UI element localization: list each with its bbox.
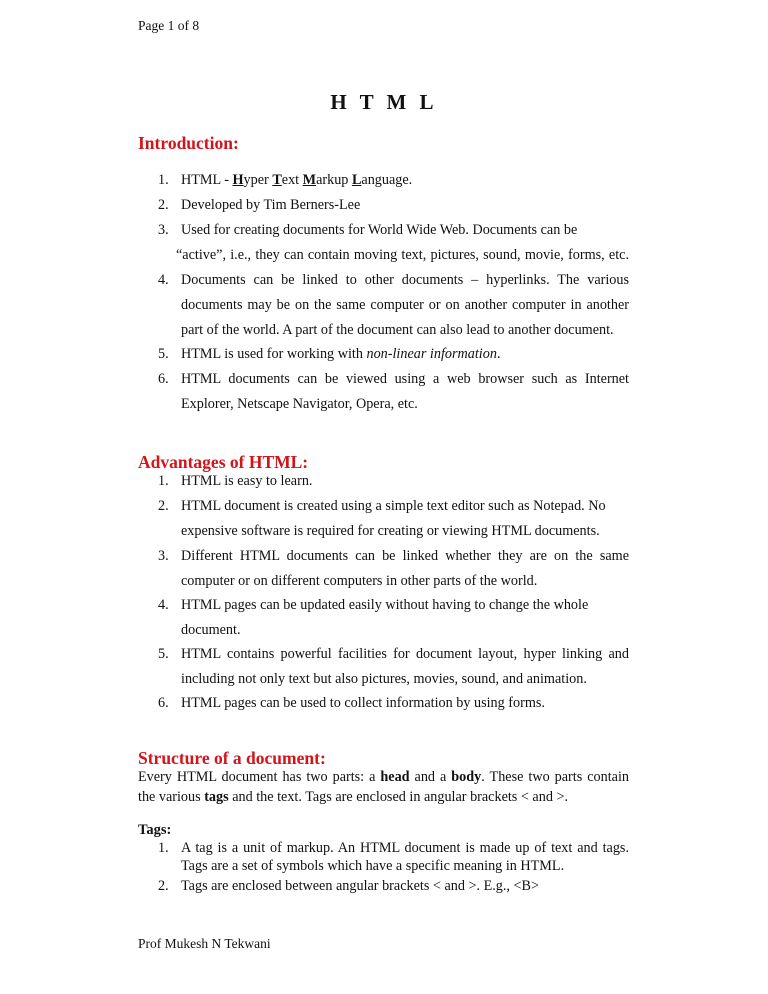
advantages-item-number: 1. <box>158 473 169 489</box>
bold-term: tags <box>204 789 229 805</box>
introduction-item-line: documents may be on the same computer or on another computer in another <box>181 297 629 313</box>
tags-heading: Tags: <box>138 822 172 838</box>
introduction-item-line <box>181 172 412 189</box>
italic-term: non-linear information <box>366 346 497 362</box>
advantages-item-number: 3. <box>158 548 169 564</box>
introduction-item-number: 4. <box>158 272 169 288</box>
introduction-item-line: Documents can be linked to other documents – hyperlinks. The various <box>181 272 629 288</box>
page-header: Page 1 of 8 <box>138 18 200 33</box>
tags-item-line: Tags are a set of symbols which have a specific meaning in HTML. <box>181 858 565 874</box>
structure-heading: Structure of a document: <box>138 748 326 768</box>
introduction-item-number: 1. <box>158 172 169 188</box>
advantages-item-line: including not only text but also pictures, movies, sound, and animation. <box>181 671 587 687</box>
text-run: and the text. Tags are enclosed in angular brackets < and >. <box>228 789 569 805</box>
text-run: arkup <box>316 172 352 188</box>
advantages-item-number: 5. <box>158 646 169 662</box>
text-run: . These two parts contain <box>481 769 629 785</box>
introduction-item-line: Used for creating documents for World Wide Web. Documents can be <box>181 222 578 238</box>
advantages-item-number: 4. <box>158 597 169 613</box>
structure-line <box>138 769 629 786</box>
introduction-item-line <box>181 346 500 363</box>
acronym-letter: L <box>351 172 362 188</box>
advantages-item-line: HTML document is created using a simple text editor such as Notepad. No <box>181 498 606 514</box>
tags-item-number: 1. <box>158 840 169 856</box>
text-run: . <box>496 346 501 362</box>
advantages-item-line: HTML pages can be updated easily without having to change the whole <box>181 597 589 613</box>
introduction-item-number: 3. <box>158 222 169 238</box>
bold-term: head <box>380 769 410 785</box>
acronym-letter: T <box>272 172 282 188</box>
introduction-item-line: HTML documents can be viewed using a web browser such as Internet <box>181 371 629 387</box>
text-run: yper <box>243 172 273 188</box>
tags-item-line: Tags are enclosed between angular brackets < and >. E.g., <B> <box>181 878 539 894</box>
page-footer: Prof Mukesh N Tekwani <box>138 936 271 951</box>
acronym-letter: H <box>232 172 244 188</box>
advantages-item-line: HTML is easy to learn. <box>181 473 313 489</box>
advantages-heading: Advantages of HTML: <box>138 452 309 472</box>
advantages-item-number: 6. <box>158 695 169 711</box>
introduction-heading: Introduction: <box>138 133 239 153</box>
text-run: and a <box>409 769 452 785</box>
bold-term: body <box>451 769 482 785</box>
tags-item-line: A tag is a unit of markup. An HTML document is made up of text and tags. <box>181 840 629 856</box>
advantages-item-line: computer or on different computers in other parts of the world. <box>181 573 538 589</box>
text-run: Every HTML document has two parts: a <box>138 769 381 785</box>
text-run: HTML - <box>181 172 233 188</box>
text-run: anguage. <box>361 172 413 188</box>
document-title: H T M L <box>330 90 438 114</box>
introduction-item-number: 2. <box>158 197 169 213</box>
advantages-item-line: HTML pages can be used to collect information by using forms. <box>181 695 545 711</box>
introduction-item-line: Developed by Tim Berners-Lee <box>181 197 361 213</box>
introduction-item-number: 6. <box>158 371 169 387</box>
advantages-item-line: expensive software is required for creating or viewing HTML documents. <box>181 523 600 539</box>
introduction-item-line: “active”, i.e., they can contain moving text, pictures, sound, movie, forms, etc. <box>176 247 629 263</box>
advantages-item-line: HTML contains powerful facilities for document layout, hyper linking and <box>181 646 629 662</box>
text-run: ext <box>281 172 303 188</box>
text-run: the various <box>138 789 205 805</box>
structure-line <box>138 789 568 806</box>
introduction-item-number: 5. <box>158 346 169 362</box>
introduction-item-line: Explorer, Netscape Navigator, Opera, etc. <box>181 396 418 412</box>
advantages-item-line: Different HTML documents can be linked whether they are on the same <box>181 548 629 564</box>
advantages-item-line: document. <box>181 622 241 638</box>
acronym-letter: M <box>302 172 317 188</box>
introduction-item-line: part of the world. A part of the document can also lead to another document. <box>181 322 614 338</box>
text-run: HTML is used for working with <box>181 346 367 362</box>
advantages-item-number: 2. <box>158 498 169 514</box>
tags-item-number: 2. <box>158 878 169 894</box>
